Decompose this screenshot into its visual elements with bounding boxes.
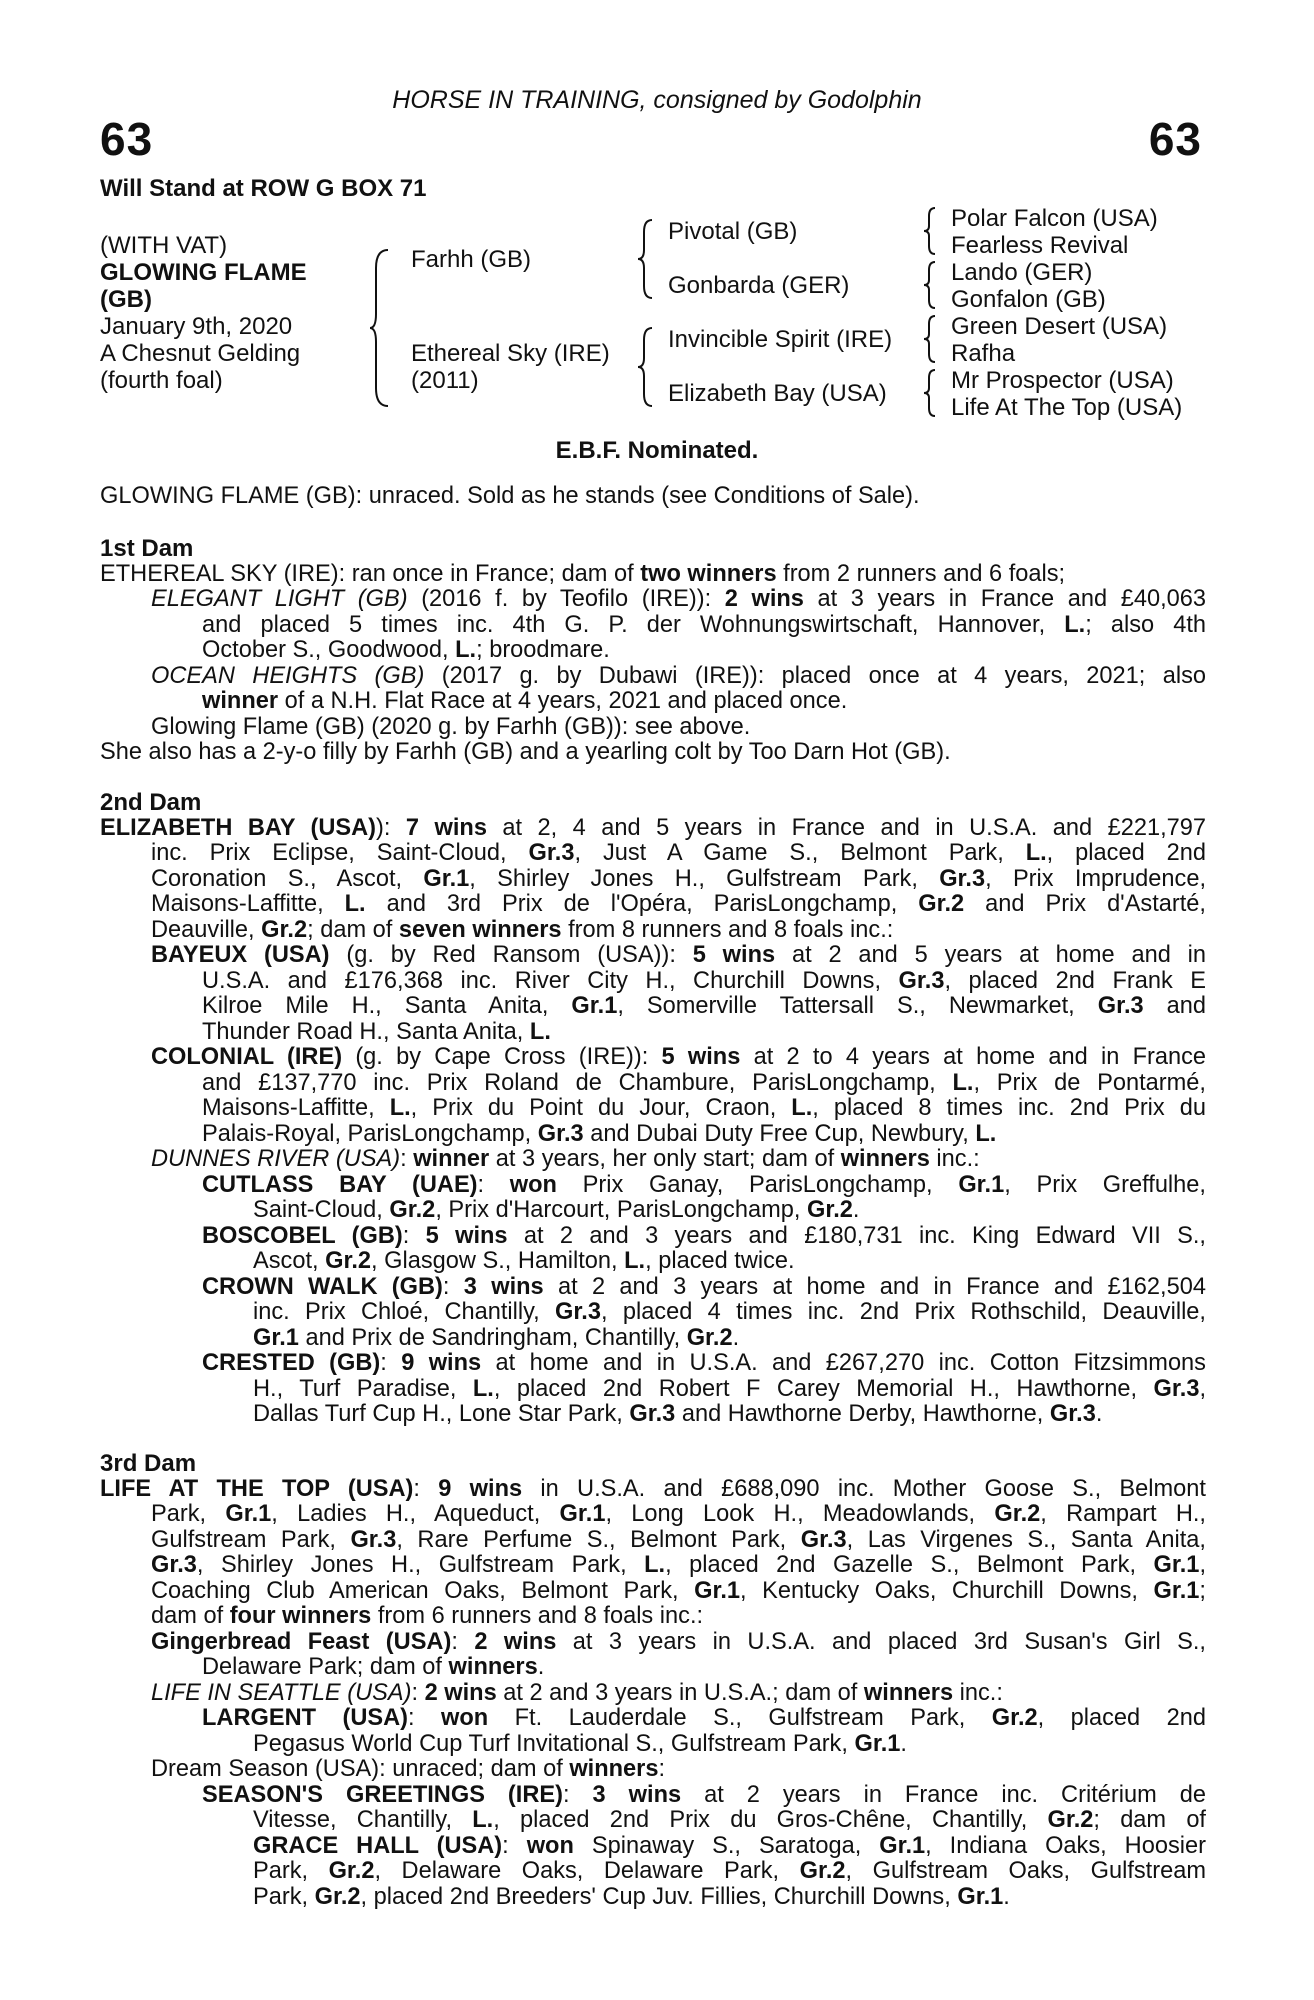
pedigree-g3-4: Gonfalon (GB) [951, 286, 1106, 313]
second-dam-line: Ascot, Gr.2, Glasgow S., Hamilton, L., placed twice. [253, 1248, 795, 1274]
second-dam-line: CUTLASS BAY (UAE): won Prix Ganay, ParisLongchamp, Gr.1, Prix Greffulhe, [202, 1171, 1206, 1198]
third-dam-line: Dream Season (USA): unraced; dam of winners: [151, 1756, 666, 1782]
pedigree-sire: Farhh (GB) [411, 246, 532, 273]
pedigree-dam: Ethereal Sky (IRE) [411, 340, 610, 367]
second-dam-line: CRESTED (GB): 9 wins at home and in U.S.A. and £267,270 inc. Cotton Fitzsimmons [202, 1350, 1206, 1376]
second-dam-line: and £137,770 inc. Prix Roland de Chambure, ParisLongchamp, L., Prix de Pontarmé, [202, 1069, 1206, 1096]
third-dam-line: Gulfstream Park, Gr.3, Rare Perfume S., Belmont Park, Gr.3, Las Virgenes S., Santa Anita, [151, 1526, 1206, 1553]
second-dam-line: U.S.A. and £176,368 inc. River City H., Churchill Downs, Gr.3, placed 2nd Frank E [202, 967, 1206, 994]
second-dam-line: H., Turf Paradise, L., placed 2nd Robert F Carey Memorial H., Hawthorne, Gr.3, [253, 1375, 1207, 1402]
pedigree-g3-7: Mr Prospector (USA) [951, 367, 1174, 394]
second-dam-line: inc. Prix Chloé, Chantilly, Gr.3, placed 4 times inc. 2nd Prix Rothschild, Deauville, [253, 1299, 1206, 1325]
pedigree-sire-dam: Gonbarda (GER) [668, 272, 850, 299]
third-dam-line: Gr.3, Shirley Jones H., Gulfstream Park, L., placed 2nd Gazelle S., Belmont Park, Gr.1, [151, 1552, 1206, 1578]
first-dam-produce-3: Glowing Flame (GB) (2020 g. by Farhh (GB)): see above. [151, 713, 751, 740]
pedigree-brace-main [368, 248, 394, 408]
third-dam-text [100, 1477, 1206, 1911]
third-dam-line: Vitesse, Chantilly, L., placed 2nd Prix du Gros-Chêne, Chantilly, Gr.2; dam of [253, 1807, 1206, 1833]
second-dam-line: COLONIAL (IRE) (g. by Cape Cross (IRE)): 5 wins at 2 to 4 years at home and in France [151, 1044, 1207, 1070]
second-dam-line: BOSCOBEL (GB): 5 wins at 2 and 3 years and £180,731 inc. King Edward VII S., [202, 1222, 1206, 1249]
pedigree-dam-sire: Invincible Spirit (IRE) [668, 326, 893, 353]
second-dam-section [100, 790, 1206, 1428]
third-dam-line: LIFE AT THE TOP (USA): 9 wins in U.S.A. and £688,090 inc. Mother Goose S., Belmont [100, 1475, 1206, 1502]
pedigree-dam-dam: Elizabeth Bay (USA) [668, 380, 887, 407]
second-dam-line: Maisons-Laffitte, L. and 3rd Prix de l'Opéra, ParisLongchamp, Gr.2 and Prix d'Astarté, [151, 891, 1206, 917]
first-dam-other-produce: She also has a 2-y-o filly by Farhh (GB) and a yearling colt by Too Darn Hot (GB). [100, 739, 951, 765]
third-dam-line: Park, Gr.2, Delaware Oaks, Delaware Park, Gr.2, Gulfstream Oaks, Gulfstream [253, 1858, 1206, 1884]
third-dam-line: LARGENT (USA): won Ft. Lauderdale S., Gulfstream Park, Gr.2, placed 2nd [202, 1705, 1206, 1731]
consignment-line: HORSE IN TRAINING, consigned by Godolphin [392, 86, 922, 114]
pedigree-g3-8: Life At The Top (USA) [951, 394, 1183, 421]
second-dam-line: DUNNES RIVER (USA): winner at 3 years, her only start; dam of winners inc.: [151, 1146, 980, 1172]
pedigree-dam-year: (2011) [411, 367, 479, 394]
third-dam-line: Coaching Club American Oaks, Belmont Park, Gr.1, Kentucky Oaks, Churchill Downs, Gr.1; [151, 1577, 1206, 1604]
third-dam-line: LIFE IN SEATTLE (USA): 2 wins at 2 and 3 years in U.S.A.; dam of winners inc.: [151, 1679, 1003, 1706]
lot-number-right: 63 [1148, 113, 1202, 165]
second-dam-heading: 2nd Dam [100, 789, 202, 816]
second-dam-line: Coronation S., Ascot, Gr.1, Shirley Jones H., Gulfstream Park, Gr.3, Prix Imprudence, [151, 865, 1206, 892]
pedigree-brace-g3-2 [922, 260, 938, 310]
third-dam-line: SEASON'S GREETINGS (IRE): 3 wins at 2 years in France inc. Critérium de [202, 1781, 1206, 1808]
lot-number-left: 63 [100, 113, 154, 165]
horse-description: A Chesnut Gelding [100, 340, 301, 367]
second-dam-line: Thunder Road H., Santa Anita, L. [202, 1018, 551, 1045]
horse-foal: (fourth foal) [100, 367, 223, 394]
third-dam-line: Pegasus World Cup Turf Invitational S., Gulfstream Park, Gr.1. [253, 1730, 907, 1757]
third-dam-line: dam of four winners from 6 runners and 8 foals inc.: [151, 1603, 704, 1629]
second-dam-line: BAYEUX (USA) (g. by Red Ransom (USA)): 5 wins at 2 and 5 years at home and in [151, 942, 1207, 968]
second-dam-line: Dallas Turf Cup H., Lone Star Park, Gr.3 and Hawthorne Derby, Hawthorne, Gr.3. [253, 1401, 1103, 1427]
pedigree-brace-sire [636, 218, 656, 300]
pedigree-brace-g3-4 [922, 368, 938, 418]
third-dam-line: Park, Gr.1, Ladies H., Aqueduct, Gr.1, Long Look H., Meadowlands, Gr.2, Rampart H., [151, 1501, 1206, 1527]
second-dam-text [100, 816, 1206, 1428]
pedigree-sire-sire: Pivotal (GB) [668, 218, 798, 245]
race-summary: GLOWING FLAME (GB): unraced. Sold as he stands (see Conditions of Sale). [100, 483, 920, 509]
third-dam-line: Delaware Park; dam of winners. [202, 1654, 545, 1680]
first-dam-heading: 1st Dam [100, 535, 194, 562]
third-dam-line: Park, Gr.2, placed 2nd Breeders' Cup Juv. Fillies, Churchill Downs, Gr.1. [253, 1883, 1010, 1910]
second-dam-line: Saint-Cloud, Gr.2, Prix d'Harcourt, ParisLongchamp, Gr.2. [253, 1197, 860, 1223]
second-dam-line: inc. Prix Eclipse, Saint-Cloud, Gr.3, Just A Game S., Belmont Park, L., placed 2nd [151, 840, 1206, 866]
second-dam-line: Maisons-Laffitte, L., Prix du Point du Jour, Craon, L., placed 8 times inc. 2nd Prix du [202, 1095, 1206, 1121]
pedigree-g3-1: Polar Falcon (USA) [951, 205, 1158, 232]
pedigree-g3-5: Green Desert (USA) [951, 313, 1168, 340]
horse-name-line2: (GB) [100, 286, 152, 313]
third-dam-heading: 3rd Dam [100, 1450, 197, 1477]
horse-dob: January 9th, 2020 [100, 313, 293, 340]
second-dam-line: Kilroe Mile H., Santa Anita, Gr.1, Somerville Tattersall S., Newmarket, Gr.3 and [202, 993, 1207, 1019]
pedigree-brace-dam [636, 326, 656, 408]
pedigree-brace-g3-1 [922, 206, 938, 256]
horse-name-line1: GLOWING FLAME [100, 259, 307, 286]
second-dam-line: ELIZABETH BAY (USA)): 7 wins at 2, 4 and 5 years in France and in U.S.A. and £221,797 [100, 814, 1206, 841]
third-dam-line: GRACE HALL (USA): won Spinaway S., Saratoga, Gr.1, Indiana Oaks, Hoosier [253, 1832, 1206, 1859]
first-dam-section [100, 536, 1206, 766]
pedigree-g3-6: Rafha [951, 340, 1016, 367]
first-dam-intro: ETHEREAL SKY (IRE): ran once in France; dam of two winners from 2 runners and 6 foals; [100, 560, 1066, 587]
third-dam-section [100, 1451, 1206, 1910]
stand-location: Will Stand at ROW G BOX 71 [100, 175, 427, 202]
second-dam-line: Deauville, Gr.2; dam of seven winners from 8 runners and 8 foals inc.: [151, 916, 894, 943]
second-dam-line: CROWN WALK (GB): 3 wins at 2 and 3 years at home and in France and £162,504 [202, 1273, 1206, 1300]
pedigree-g3-2: Fearless Revival [951, 232, 1129, 259]
first-dam-produce-2: OCEAN HEIGHTS (GB) (2017 g. by Dubawi (IRE)): placed once at 4 years, 2021; also winner of a N.H. Flat Race at 4 years, 2021 and placed once. [151, 662, 1207, 714]
pedigree-g3-3: Lando (GER) [951, 259, 1093, 286]
first-dam-produce-1: ELEGANT LIGHT (GB) (2016 f. by Teofilo (IRE)): 2 wins at 3 years in France and £40,063 and placed 5 times inc. 4th G. P. der Wohnungswirtschaft, Hannover, L.; also 4th October S., Goodwood, L.; broodmare. [151, 586, 1206, 663]
ebf-nomination: E.B.F. Nominated. [555, 437, 759, 464]
vat-note: (WITH VAT) [100, 232, 228, 259]
second-dam-line: Gr.1 and Prix de Sandringham, Chantilly, Gr.2. [253, 1324, 740, 1351]
third-dam-line: Gingerbread Feast (USA): 2 wins at 3 years in U.S.A. and placed 3rd Susan's Girl S., [151, 1628, 1206, 1655]
pedigree-brace-g3-3 [922, 314, 938, 364]
second-dam-line: Palais-Royal, ParisLongchamp, Gr.3 and Dubai Duty Free Cup, Newbury, L. [202, 1120, 997, 1147]
